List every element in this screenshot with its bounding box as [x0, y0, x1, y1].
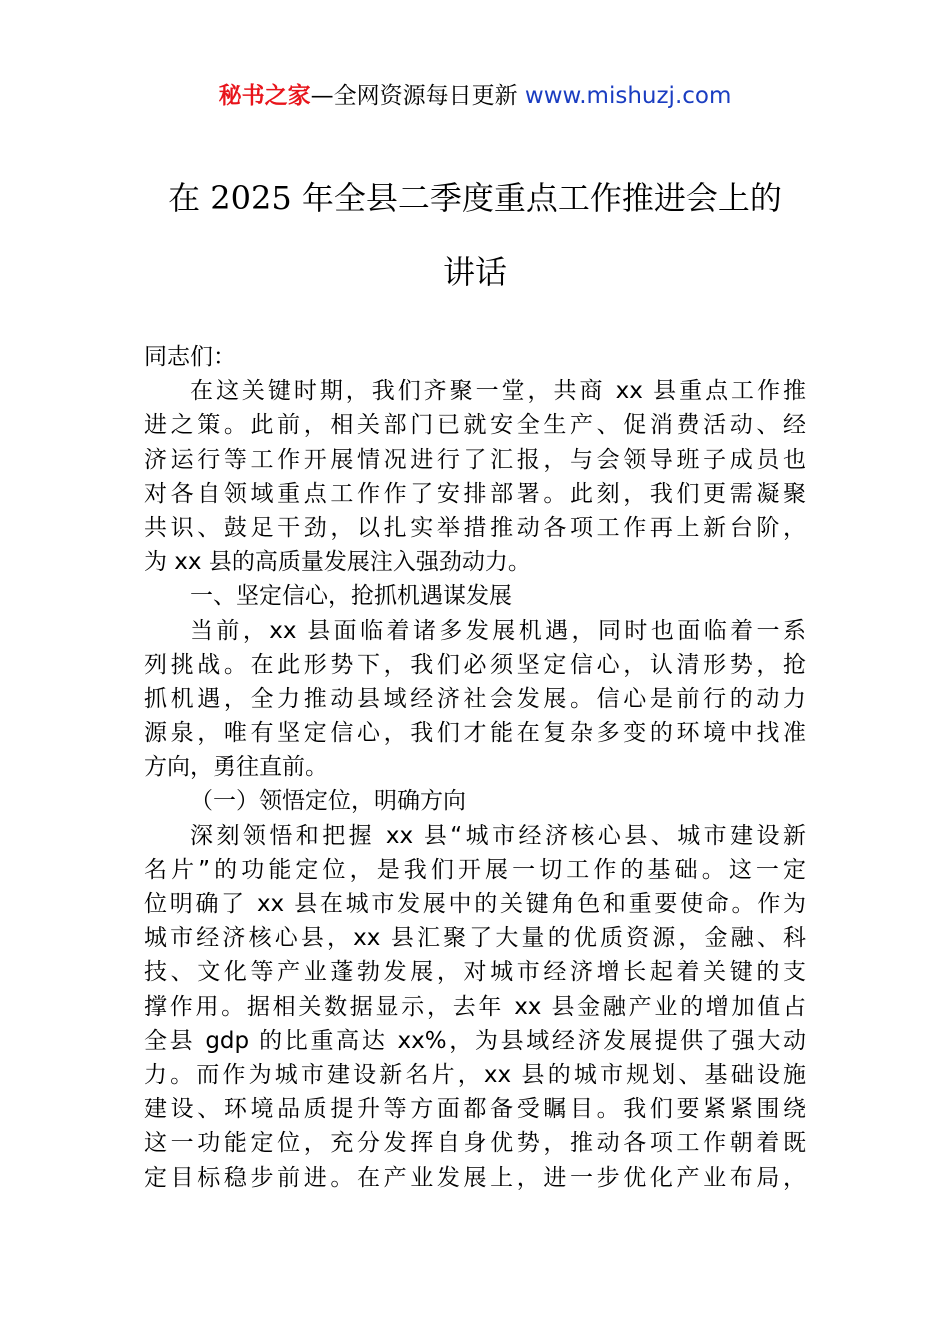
paragraph-line: 当前，xx 县面临着诸多发展机遇，同时也面临着一系 [190, 617, 806, 644]
paragraph-line: 源泉，唯有坚定信心，我们才能在复杂多变的环境中找准 [144, 720, 806, 747]
brand-name: 秘书之家 [218, 83, 311, 109]
paragraph-line: 对各自领域重点工作作了安排部署。此刻，我们更需凝聚 [144, 480, 806, 507]
paragraph-line: 撑作用。据相关数据显示，去年 xx 县金融产业的增加值占 [144, 993, 806, 1020]
section-heading: 一、坚定信心，抢抓机遇谋发展 [190, 583, 512, 610]
paragraph-line: 深刻领悟和把握 xx 县“城市经济核心县、城市建设新 [190, 822, 806, 849]
site-header [0, 80, 950, 112]
site-url-link[interactable]: www.mishuzj.com [524, 83, 732, 109]
paragraph-line: 进之策。此前，相关部门已就安全生产、促消费活动、经 [144, 412, 806, 439]
paragraph-line: 定目标稳步前进。在产业发展上，进一步优化产业布局， [144, 1164, 806, 1191]
paragraph-line: 济运行等工作开展情况进行了汇报，与会领导班子成员也 [144, 446, 806, 473]
paragraph-line: 列挑战。在此形势下，我们必须坚定信心，认清形势，抢 [144, 651, 806, 678]
paragraph-line: 全县 gdp 的比重高达 xx%，为县域经济发展提供了强大动 [144, 1027, 806, 1054]
salutation: 同志们： [144, 344, 236, 370]
paragraph-line: 共识、鼓足干劲，以扎实举措推动各项工作再上新台阶， [144, 514, 806, 541]
paragraph-line: 在这关键时期，我们齐聚一堂，共商 xx 县重点工作推 [190, 378, 806, 405]
paragraph-line: 名片”的功能定位，是我们开展一切工作的基础。这一定 [144, 856, 806, 883]
document-title-line-2: 讲话 [442, 253, 507, 291]
paragraph-line: 抓机遇，全力推动县域经济社会发展。信心是前行的动力 [144, 685, 806, 712]
document-body [144, 340, 806, 1195]
paragraph-line: 技、文化等产业蓬勃发展，对城市经济增长起着关键的支 [144, 959, 806, 986]
paragraph-line: 为 xx 县的高质量发展注入强劲动力。 [144, 549, 531, 576]
paragraph-line: 建设、环境品质提升等方面都备受瞩目。我们要紧紧围绕 [144, 1096, 806, 1123]
paragraph-line: 城市经济核心县，xx 县汇聚了大量的优质资源，金融、科 [144, 925, 806, 952]
subsection-heading: （一）领悟定位，明确方向 [190, 788, 466, 815]
paragraph-line: 力。而作为城市建设新名片，xx 县的城市规划、基础设施 [144, 1061, 806, 1088]
paragraph-line: 这一功能定位，充分发挥自身优势，推动各项工作朝着既 [144, 1130, 806, 1157]
paragraph-line: 位明确了 xx 县在城市发展中的关键角色和重要使命。作为 [144, 891, 806, 917]
document-title-line-1: 在 2025 年全县二季度重点工作推进会上的 [168, 179, 782, 217]
header-tagline: —全网资源每日更新 [310, 83, 525, 109]
paragraph-line: 方向，勇往直前。 [144, 754, 328, 781]
